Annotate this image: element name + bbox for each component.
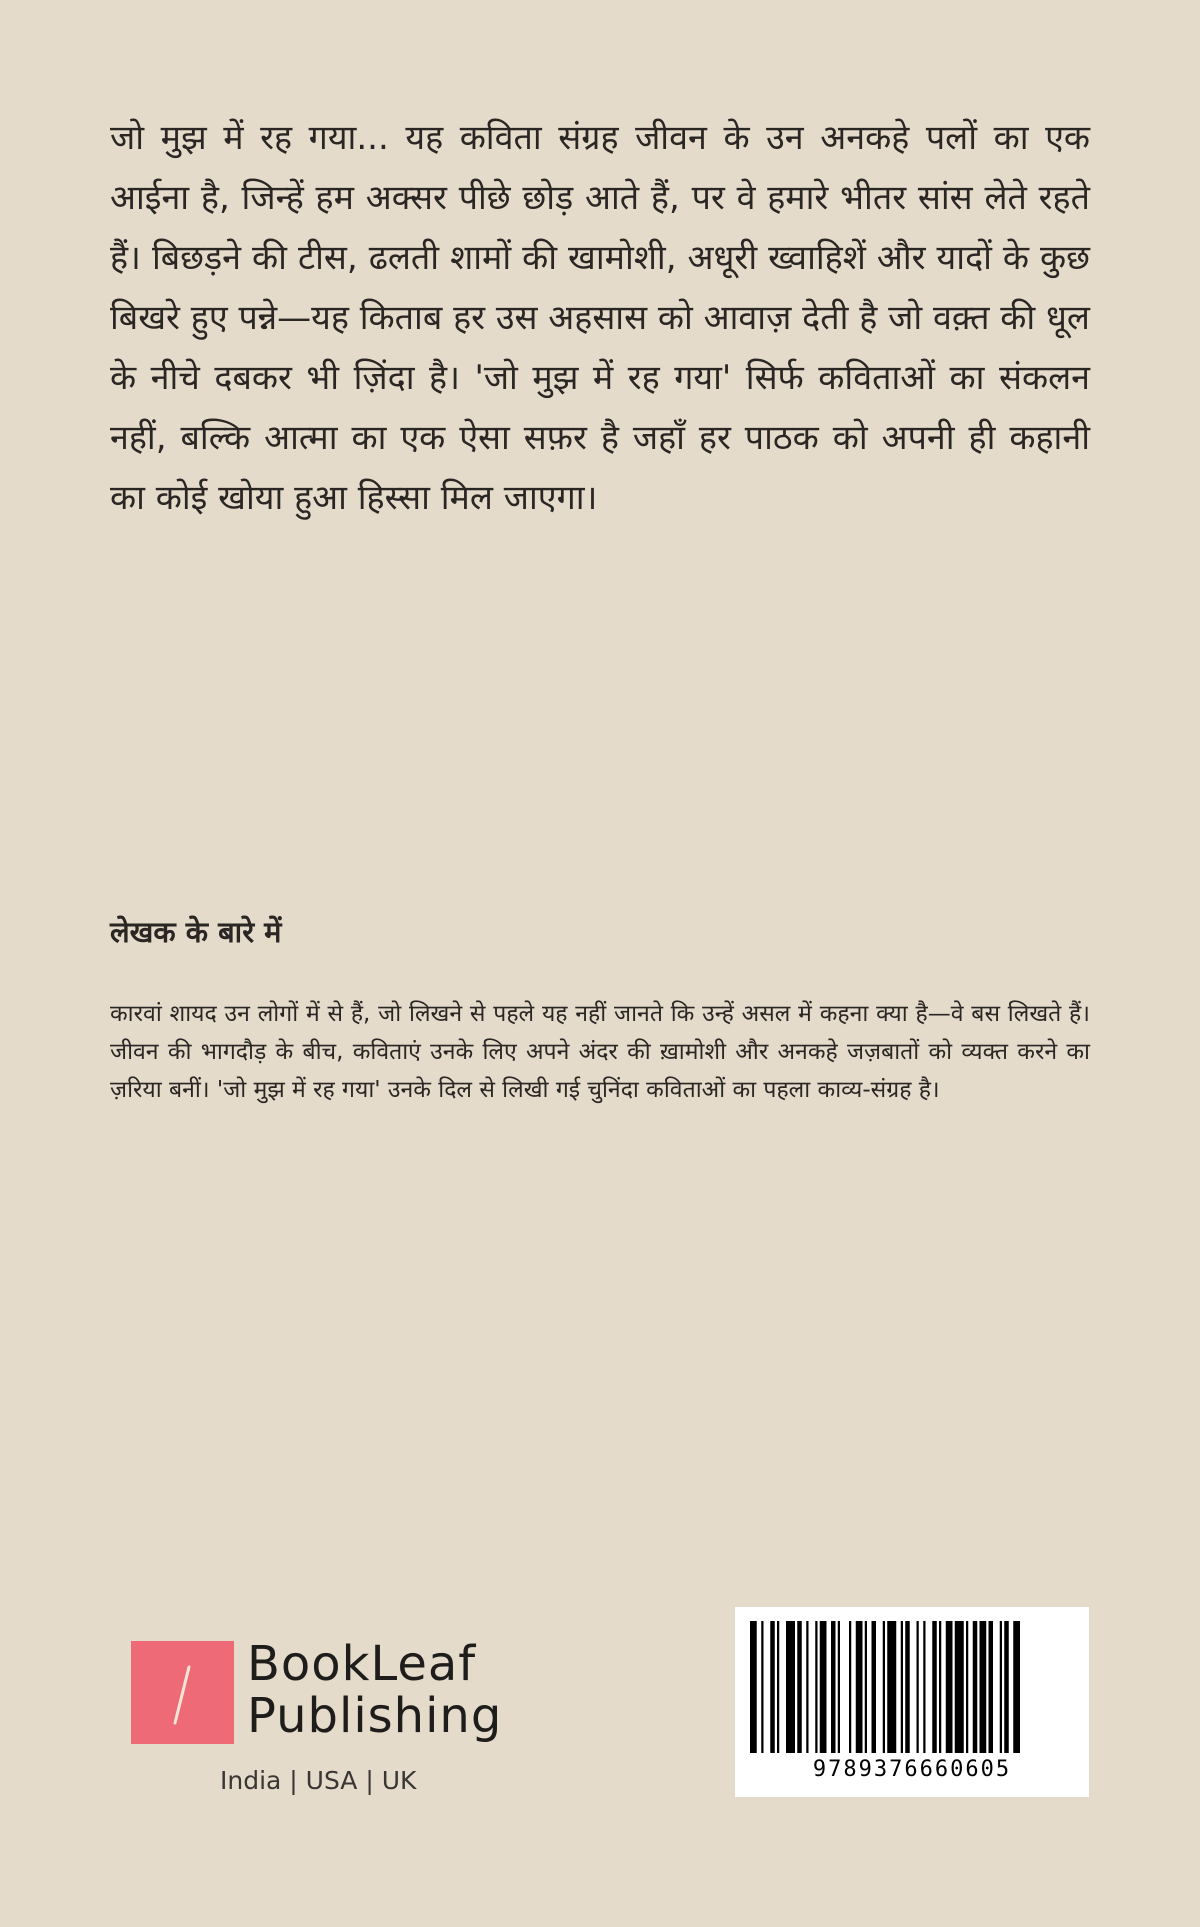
back-cover-blurb: जो मुझ में रह गया... यह कविता संग्रह जीवन के उन अनकहे पलों का एक आईना है, जिन्हें हम अक्सर पीछे छोड़ आते हैं, पर वे हमारे भीतर सांस लेते रहते हैं। बिछड़ने की टीस, ढलती शामों की खामोशी, अधूरी ख्वाहिशें और यादों के कुछ बिखरे हुए पन्ने—यह किताब हर उस अहसास को आवाज़ देती है जो वक़्त की धूल के नीचे दबकर भी ज़िंदा है। 'जो मुझ में रह गया' सिर्फ कविताओं का संकलन नहीं, बल्कि आत्मा का एक ऐसा सफ़र है जहाँ हर पाठक को अपनी ही कहानी का कोई खोया हुआ हिस्सा मिल जाएगा। [110, 118, 1090, 518]
barcode-bar [973, 1621, 978, 1753]
barcode-bar [901, 1621, 903, 1753]
barcode-bar [932, 1621, 937, 1753]
slash-icon [131, 1641, 234, 1744]
barcode-bar [1004, 1621, 1009, 1753]
barcode-bar [806, 1621, 808, 1753]
barcode-bar [883, 1621, 885, 1753]
barcode-bar [887, 1621, 896, 1753]
barcode-bar [831, 1621, 836, 1753]
barcode-bar [1000, 1621, 1002, 1753]
barcode-bar [750, 1621, 757, 1753]
barcode-bar [865, 1621, 867, 1753]
about-author-heading: लेखक के बारे में [110, 915, 282, 949]
barcode-bar [917, 1621, 919, 1753]
barcode-bar [849, 1621, 851, 1753]
barcode-bar [980, 1621, 987, 1753]
publisher-block [130, 1638, 530, 1798]
publisher-regions: India | USA | UK [220, 1766, 417, 1795]
barcode-bar [838, 1621, 840, 1753]
barcode-bar [905, 1621, 910, 1753]
publisher-name-line1: BookLeaf [247, 1636, 477, 1692]
barcode-bar [966, 1621, 968, 1753]
barcode-bar [770, 1621, 775, 1753]
barcode-bars [750, 1621, 1074, 1753]
isbn-number: 9789376660605 [812, 1757, 1012, 1782]
barcode-bar [797, 1621, 802, 1753]
barcode-bar [955, 1621, 964, 1753]
barcode-bar [923, 1621, 925, 1753]
barcode-bar [820, 1621, 827, 1753]
publisher-logo [131, 1641, 234, 1744]
barcode-bar [872, 1621, 877, 1753]
about-author-text: कारवां शायद उन लोगों में से हैं, जो लिखने से पहले यह नहीं जानते कि उन्हें असल में कहना क्या है—वे बस लिखते हैं। जीवन की भागदौड़ के बीच, कविताएं उनके लिए अपने अंदर की ख़ामोशी और अनकहे जज़बातों को व्यक्त करने का ज़रिया बनीं। 'जो मुझ में रह गया' उनके दिल से लिखी गई चुनिंदा कविताओं का पहला काव्य-संग्रह है। [110, 1001, 1090, 1103]
barcode-bar [777, 1621, 779, 1753]
barcode-bar [1013, 1621, 1020, 1753]
barcode-bar [761, 1621, 763, 1753]
publisher-name [247, 1638, 502, 1742]
barcode-bar [946, 1621, 953, 1753]
barcode-bar [856, 1621, 863, 1753]
barcode-bar [815, 1621, 817, 1753]
barcode-bar [939, 1621, 941, 1753]
barcode-bar [989, 1621, 994, 1753]
barcode-bar [786, 1621, 795, 1753]
publisher-name-line2: Publishing [247, 1688, 503, 1744]
isbn-barcode [735, 1607, 1089, 1797]
